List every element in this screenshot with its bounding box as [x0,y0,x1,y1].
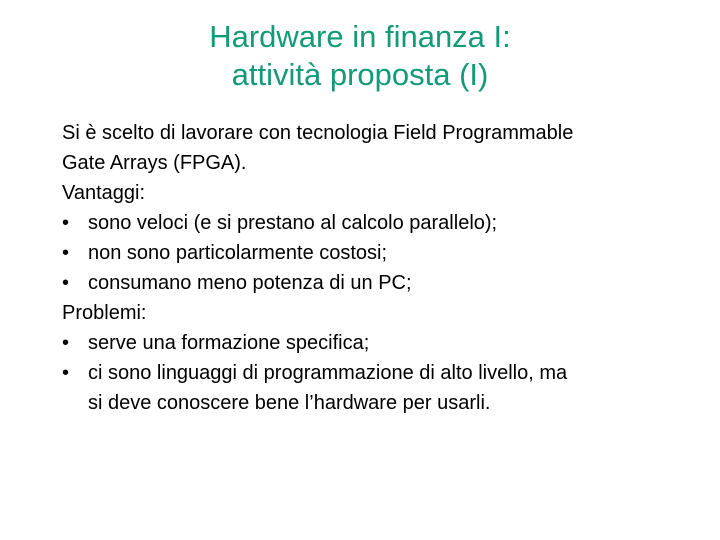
bullet-icon: • [62,212,70,234]
bullet-icon: • [62,332,70,354]
bullet-icon: • [62,272,70,294]
bullet-icon: • [62,362,70,384]
problemi-item-2-line-1: ci sono linguaggi di programmazione di alto livello, ma [88,362,568,384]
bullet-icon: • [62,242,70,264]
vantaggi-item-2: non sono particolarmente costosi; [88,242,388,264]
list-item [62,328,702,358]
problemi-item-2-line-2: si deve conoscere bene l’hardware per usarli. [88,392,491,414]
list-item [62,358,702,418]
slide-body [62,118,702,418]
vantaggi-heading: Vantaggi: [62,182,146,204]
problemi-item-1: serve una formazione specifica; [88,332,370,354]
title-line-2: attività proposta (I) [231,57,489,92]
intro-line-2: Gate Arrays (FPGA). [62,152,247,174]
vantaggi-item-3: consumano meno potenza di un PC; [88,272,412,294]
list-item [62,268,702,298]
title-line-1: Hardware in finanza I: [209,19,511,54]
list-item [62,208,702,238]
problemi-heading: Problemi: [62,302,147,324]
intro-line-1: Si è scelto di lavorare con tecnologia Field Programmable [62,122,574,144]
list-item [62,238,702,268]
slide-title [0,18,720,94]
vantaggi-item-1: sono veloci (e si prestano al calcolo parallelo); [88,212,498,234]
